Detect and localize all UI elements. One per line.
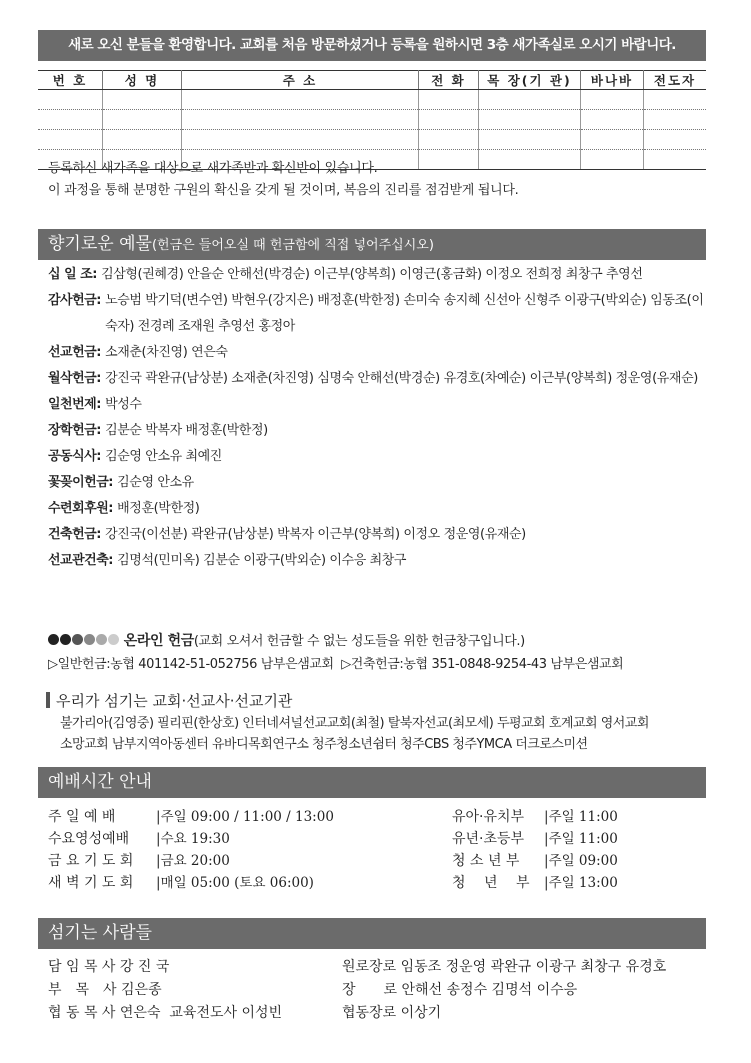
offering-label: 꽃꽂이헌금: xyxy=(48,475,113,490)
worship-time: 매일 05:00 (토요 06:00) xyxy=(160,875,314,891)
staff-role: 장 로 xyxy=(342,982,398,998)
online-offering-description: (교회 오셔서 헌금할 수 없는 성도들을 위한 헌금창구입니다.) xyxy=(193,634,525,649)
table-cell[interactable] xyxy=(644,90,707,110)
staff-row xyxy=(48,956,282,979)
table-cell[interactable] xyxy=(182,110,419,130)
staff-row xyxy=(342,979,666,1002)
online-offering xyxy=(48,630,623,676)
offering-names: 배정훈(박한정) xyxy=(117,501,200,516)
table-cell[interactable] xyxy=(182,130,419,150)
worship-row xyxy=(452,850,618,872)
worship-row xyxy=(48,806,334,828)
offering-label: 일천번제: xyxy=(48,397,101,412)
table-cell[interactable] xyxy=(419,90,479,110)
worship-section-header xyxy=(38,767,706,798)
worship-time-prefix: | xyxy=(156,875,161,891)
offering-names: 김삼형(권혜경) 안을순 안해선(박경순) 이근부(양복희) 이영근(홍금화) 이정오 전희정 최창구 추영선 xyxy=(101,267,643,282)
online-offering-accounts xyxy=(48,653,623,676)
worship-time-prefix: | xyxy=(156,853,161,869)
table-cell[interactable] xyxy=(103,90,182,110)
table-cell[interactable] xyxy=(581,110,644,130)
supported-title-row xyxy=(46,690,292,711)
bar-icon xyxy=(46,692,50,708)
offering-thanks xyxy=(48,288,708,340)
dot-icon xyxy=(48,634,59,645)
worship-time: 주일 11:00 xyxy=(548,831,618,847)
staff-names: 연은숙 xyxy=(119,1005,161,1021)
table-cell[interactable] xyxy=(644,150,707,170)
header-group: 목 장(기 관) xyxy=(479,71,581,90)
worship-row xyxy=(48,828,334,850)
header-name: 성 명 xyxy=(103,71,182,90)
table-row xyxy=(38,130,706,150)
offering-names: 노승범 박기덕(변수연) 박현우(강지은) 배정훈(박한정) 손미숙 송지혜 신선아 신형주 이광구(박외순) 임동조(이숙자) 전경례 조재원 추영선 홍정아 xyxy=(105,293,704,334)
offering-flowers xyxy=(48,470,708,496)
offerings-subtitle: (헌금은 들어오실 때 헌금함에 직접 넣어주십시오) xyxy=(151,238,434,253)
worship-name: 수요영성예배 xyxy=(48,831,130,847)
staff-names: 임동조 정운영 곽완규 이광구 최창구 유경호 xyxy=(400,959,667,975)
worship-times-left xyxy=(48,806,334,894)
worship-row xyxy=(452,872,618,894)
staff-right xyxy=(342,956,666,1025)
header-number: 번 호 xyxy=(38,71,103,90)
newcomer-notes xyxy=(48,158,518,202)
staff-role: 교육전도사 xyxy=(169,1005,238,1021)
worship-times-right xyxy=(452,806,618,894)
staff-role: 협동장로 xyxy=(342,1005,397,1021)
table-cell[interactable] xyxy=(581,130,644,150)
table-cell[interactable] xyxy=(38,130,103,150)
header-phone: 전 화 xyxy=(419,71,479,90)
table-cell[interactable] xyxy=(479,110,581,130)
worship-time: 주일 13:00 xyxy=(548,875,618,891)
table-cell[interactable] xyxy=(644,130,707,150)
header-evangelist: 전도자 xyxy=(644,71,707,90)
offerings-title: 향기로운 예물 xyxy=(48,234,152,254)
worship-time-prefix: | xyxy=(544,853,549,869)
offering-label: 장학헌금: xyxy=(48,423,101,438)
table-cell[interactable] xyxy=(479,130,581,150)
worship-name: 주 일 예 배 xyxy=(48,809,116,825)
offering-building xyxy=(48,522,708,548)
staff-section-header xyxy=(38,918,706,949)
staff-title: 섬기는 사람들 xyxy=(48,923,152,943)
staff-names: 이상기 xyxy=(400,1005,442,1021)
table-cell[interactable] xyxy=(419,130,479,150)
worship-time: 주일 11:00 xyxy=(548,809,618,825)
header-barnabas: 바나바 xyxy=(581,71,644,90)
offering-names: 김순영 안소유 최예진 xyxy=(105,449,222,464)
offering-label: 선교관건축: xyxy=(48,553,113,568)
offering-label: 월삭헌금: xyxy=(48,371,101,386)
supported-line: 소망교회 남부지역아동센터 유바디목회연구소 청주청소년쉼터 청주CBS 청주YMCA 더크로스미션 xyxy=(60,737,588,752)
registration-header-row xyxy=(38,71,706,90)
worship-name: 유아·유치부 xyxy=(452,809,525,825)
table-cell[interactable] xyxy=(479,90,581,110)
dot-icon xyxy=(72,634,83,645)
table-row xyxy=(38,90,706,110)
table-cell[interactable] xyxy=(419,110,479,130)
offering-names: 강진국 곽완규(남상분) 소재춘(차진영) 심명숙 안해선(박경순) 유경호(차예순) 이근부(양복희) 정운영(유재순) xyxy=(105,371,698,386)
staff-left xyxy=(48,956,282,1025)
staff-row xyxy=(48,979,282,1002)
table-cell[interactable] xyxy=(103,130,182,150)
offering-mission xyxy=(48,340,708,366)
worship-name: 유년·초등부 xyxy=(452,831,525,847)
staff-role: 부 목 사 xyxy=(48,982,117,998)
worship-time: 수요 19:30 xyxy=(160,831,230,847)
offering-names: 김분순 박복자 배정훈(박한정) xyxy=(105,423,268,438)
supported-title: 우리가 섬기는 교회·선교사·선교기관 xyxy=(56,692,293,710)
building-account: ▷건축헌금:농협 351-0848-9254-43 남부은샘교회 xyxy=(341,657,624,672)
staff-role: 원로장로 xyxy=(342,959,397,975)
welcome-banner: 새로 오신 분들을 환영합니다. 교회를 처음 방문하셨거나 등록을 원하시면 3층 새가족실로 오시기 바랍니다. xyxy=(38,30,706,61)
staff-role: 협 동 목 사 xyxy=(48,1005,116,1021)
worship-time: 주일 09:00 xyxy=(548,853,618,869)
staff-names: 안해선 송정수 김명석 이수응 xyxy=(401,982,578,998)
offering-thousand xyxy=(48,392,708,418)
worship-title: 예배시간 안내 xyxy=(48,772,152,792)
newcomer-note-line: 등록하신 새가족을 대상으로 새가족반과 확신반이 있습니다. xyxy=(48,161,378,176)
offering-label: 수련회후원: xyxy=(48,501,113,516)
table-cell[interactable] xyxy=(38,110,103,130)
staff-row xyxy=(48,1002,282,1025)
offering-tithe xyxy=(48,262,708,288)
table-cell[interactable] xyxy=(38,90,103,110)
offering-monthly xyxy=(48,366,708,392)
newcomer-note-line: 이 과정을 통해 분명한 구원의 확신을 갖게 될 것이며, 복음의 진리를 점검받게 됩니다. xyxy=(48,183,519,198)
offerings-section-header xyxy=(38,229,706,260)
offering-label: 선교헌금: xyxy=(48,345,101,360)
worship-time: 주일 09:00 / 11:00 / 13:00 xyxy=(160,809,334,825)
offering-names: 박성수 xyxy=(105,397,142,412)
staff-names: 김은종 xyxy=(121,982,162,998)
offering-names: 강진국(이선분) 곽완규(남상분) 박복자 이근부(양복희) 이정오 정운영(유재순) xyxy=(105,527,526,542)
worship-row xyxy=(452,806,618,828)
online-offering-heading xyxy=(48,630,623,653)
table-cell[interactable] xyxy=(581,150,644,170)
worship-time: 금요 20:00 xyxy=(160,853,230,869)
online-offering-title: 온라인 헌금 xyxy=(123,633,194,649)
table-cell[interactable] xyxy=(103,110,182,130)
offering-label: 공동식사: xyxy=(48,449,101,464)
offering-names: 김순영 안소유 xyxy=(117,475,194,490)
worship-row xyxy=(48,872,334,894)
worship-name: 금 요 기 도 회 xyxy=(48,853,134,869)
worship-row xyxy=(452,828,618,850)
worship-time-prefix: | xyxy=(544,831,549,847)
offering-names: 소재춘(차진영) 연은숙 xyxy=(105,345,228,360)
worship-name: 청 소 년 부 xyxy=(452,853,520,869)
table-cell[interactable] xyxy=(644,110,707,130)
worship-time-prefix: | xyxy=(156,831,161,847)
offering-label: 건축헌금: xyxy=(48,527,101,542)
table-cell[interactable] xyxy=(581,90,644,110)
supported-list xyxy=(60,713,649,755)
worship-row xyxy=(48,850,334,872)
offerings-list xyxy=(48,262,708,574)
worship-time-prefix: | xyxy=(544,875,549,891)
offering-retreat xyxy=(48,496,708,522)
worship-time-prefix: | xyxy=(156,809,161,825)
dot-icon xyxy=(96,634,107,645)
offering-mission-building xyxy=(48,548,708,574)
dot-icon xyxy=(60,634,71,645)
supported-line: 불가리아(김영중) 필리핀(한상호) 인터네셔널선교교회(최철) 탈북자선교(최모세) 두평교회 호계교회 영서교회 xyxy=(60,716,649,731)
offering-scholarship xyxy=(48,418,708,444)
offering-label: 십 일 조: xyxy=(48,267,97,282)
general-account: ▷일반헌금:농협 401142-51-052756 남부은샘교회 xyxy=(48,657,334,672)
offering-meal xyxy=(48,444,708,470)
staff-row xyxy=(342,1002,666,1025)
header-address: 주 소 xyxy=(182,71,419,90)
table-cell[interactable] xyxy=(182,90,419,110)
dots-icon xyxy=(48,630,120,653)
offering-label: 감사헌금: xyxy=(48,293,101,308)
dot-icon xyxy=(108,634,119,645)
worship-name: 청 년 부 xyxy=(452,875,530,891)
worship-time-prefix: | xyxy=(544,809,549,825)
staff-names: 이성빈 xyxy=(241,1005,283,1021)
staff-row xyxy=(342,956,666,979)
dot-icon xyxy=(84,634,95,645)
staff-names: 강 진 국 xyxy=(119,959,170,975)
registration-table xyxy=(38,70,706,170)
staff-role: 담 임 목 사 xyxy=(48,959,116,975)
worship-name: 새 벽 기 도 회 xyxy=(48,875,134,891)
offering-names: 김명석(민미옥) 김분순 이광구(박외순) 이수응 최창구 xyxy=(117,553,407,568)
table-row xyxy=(38,110,706,130)
